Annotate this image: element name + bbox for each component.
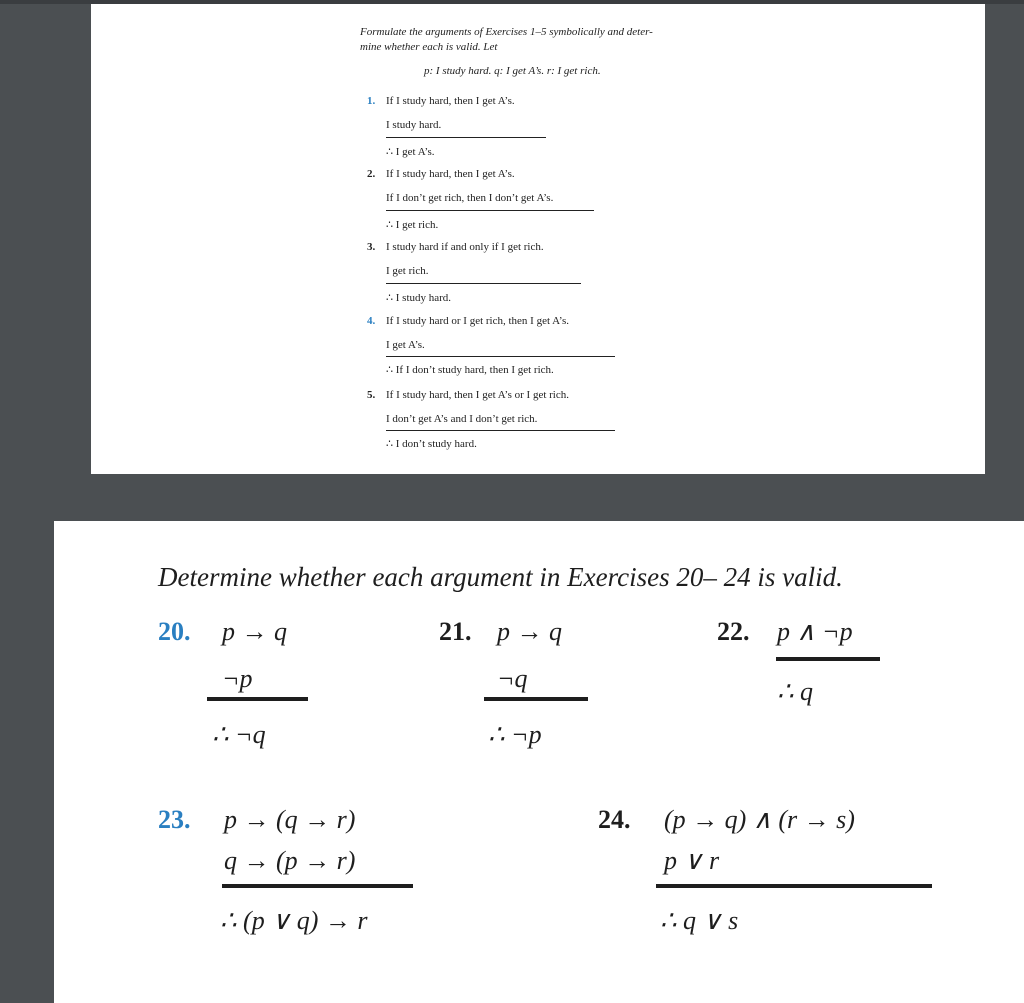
exercise-2-premise-1: If I study hard, then I get A’s.: [386, 168, 515, 180]
exercise-4-rule: [386, 356, 615, 357]
exercise-22-rule: [776, 657, 880, 661]
exercise-3-premise-1: I study hard if and only if I get rich.: [386, 241, 544, 253]
exercise-2-premise-2: If I don’t get rich, then I don’t get A’s.: [386, 192, 554, 204]
exercise-22-conclusion: ∴ q: [777, 677, 814, 706]
intro-line-2: mine whether each is valid. Let: [360, 41, 498, 53]
exercise-20-premise-2: ¬p: [222, 664, 253, 693]
exercise-1-premise-1: If I study hard, then I get A’s.: [386, 95, 515, 107]
exercise-20-premise-1: p → q: [222, 617, 287, 646]
exercise-4-conclusion: ∴ If I don’t study hard, then I get rich.: [386, 364, 554, 376]
exercise-2-rule: [386, 210, 594, 211]
exercise-24-premise-2: p ∨ r: [664, 846, 720, 875]
exercise-3-conclusion: ∴ I study hard.: [386, 292, 452, 304]
exercise-24-number: 24.: [598, 805, 631, 834]
variable-definitions: p: I study hard. q: I get A’s. r: I get rich.: [424, 65, 601, 77]
exercise-5-premise-2: I don’t get A’s and I don’t get rich.: [386, 413, 538, 425]
exercise-23-conclusion: ∴ (p ∨ q) → r: [220, 906, 368, 935]
exercise-23-number: 23.: [158, 805, 191, 834]
exercise-1-number: 1.: [367, 95, 376, 107]
exercise-5-premise-1: If I study hard, then I get A’s or I get rich.: [386, 389, 569, 401]
exercise-23-rule: [222, 884, 413, 888]
exercise-21-premise-1: p → q: [497, 617, 562, 646]
exercise-21-number: 21.: [439, 617, 472, 646]
exercise-3-premise-2: I get rich.: [386, 265, 429, 277]
exercise-1-conclusion: ∴ I get A’s.: [386, 146, 435, 158]
document-page-2: [54, 521, 1024, 1003]
exercise-4-premise-2: I get A’s.: [386, 339, 425, 351]
exercise-1-premise-2: I study hard.: [386, 119, 442, 131]
exercise-4-premise-1: If I study hard or I get rich, then I get A’s.: [386, 315, 569, 327]
exercise-20-rule: [207, 697, 308, 701]
exercise-24-conclusion: ∴ q ∨ s: [660, 906, 739, 935]
exercise-3-number: 3.: [367, 241, 376, 253]
exercise-5-conclusion: ∴ I don’t study hard.: [386, 438, 477, 450]
exercise-20-number: 20.: [158, 617, 191, 646]
exercise-20-conclusion: ∴ ¬q: [212, 720, 266, 749]
exercise-22-premise-1: p ∧ ¬p: [777, 617, 853, 646]
exercise-21-premise-2: ¬q: [497, 664, 528, 693]
exercise-3-rule: [386, 283, 581, 284]
exercise-1-rule: [386, 137, 546, 138]
exercise-24-rule: [656, 884, 932, 888]
exercise-24-premise-1: (p → q) ∧ (r → s): [664, 805, 855, 834]
exercise-4-number: 4.: [367, 315, 376, 327]
exercise-21-rule: [484, 697, 588, 701]
exercise-22-number: 22.: [717, 617, 750, 646]
exercise-5-rule: [386, 430, 615, 431]
intro-line-1: Formulate the arguments of Exercises 1–5 symbolically and deter-: [360, 26, 653, 38]
exercise-21-conclusion: ∴ ¬p: [488, 720, 542, 749]
exercise-23-premise-2: q → (p → r): [224, 846, 356, 875]
exercise-2-number: 2.: [367, 168, 376, 180]
exercise-5-number: 5.: [367, 389, 376, 401]
exercise-2-conclusion: ∴ I get rich.: [386, 219, 439, 231]
exercise-23-premise-1: p → (q → r): [224, 805, 356, 834]
section-heading: Determine whether each argument in Exercises 20– 24 is valid.: [158, 562, 843, 592]
